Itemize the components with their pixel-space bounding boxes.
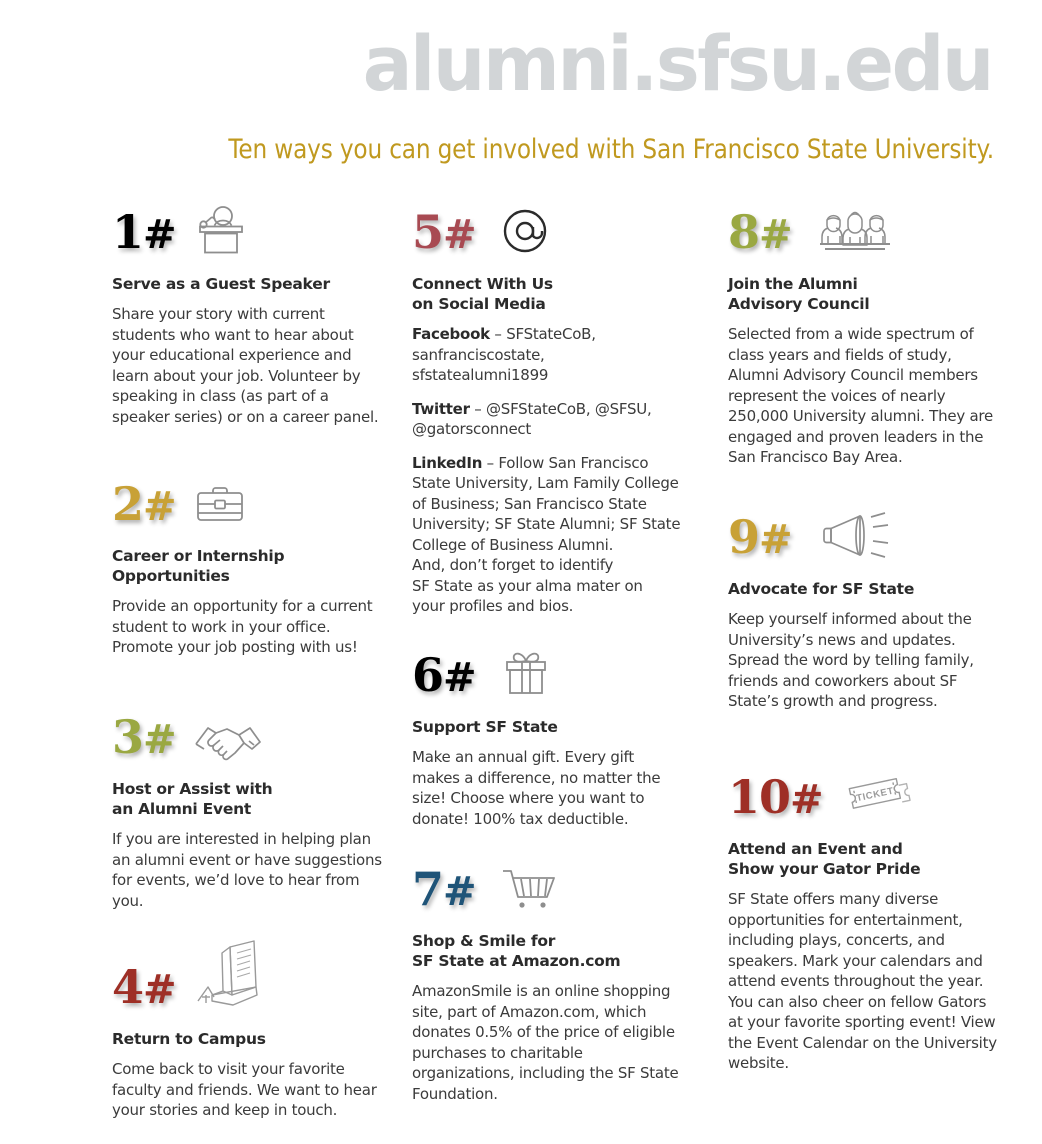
social-network-label: Facebook <box>412 325 490 343</box>
item-6 <box>412 643 684 829</box>
shopping-cart-icon <box>500 867 560 913</box>
svg-text:TICKET: TICKET <box>854 785 895 805</box>
title-line: Join the Alumni <box>728 275 858 293</box>
item-5-head <box>412 200 684 258</box>
item-4 <box>112 955 384 1121</box>
item-5-body <box>412 324 684 617</box>
social-network-label: Twitter <box>412 399 470 418</box>
item-7-body <box>412 981 684 1104</box>
item-9 <box>728 505 1000 712</box>
title-line: Opportunities <box>112 567 230 585</box>
item-3 <box>112 705 384 911</box>
item-10-head <box>728 765 1000 823</box>
item-3-body <box>112 829 384 911</box>
item-6-body <box>412 747 684 829</box>
podium-speaker-icon <box>192 204 248 256</box>
body-paragraph: Share your story with current students who want to hear about your educational experience and learn about your job. Volunteer by speaking in class (as part of a speaker series) or on a career panel. <box>112 305 379 426</box>
column-one <box>112 200 384 1144</box>
social-facebook <box>412 324 684 386</box>
social-dash: – <box>482 453 499 472</box>
item-6-number: 6# <box>412 648 476 702</box>
item-5-title <box>412 274 684 314</box>
item-6-title <box>412 717 684 737</box>
title-line: Attend an Event and <box>728 840 903 858</box>
item-2 <box>112 472 384 658</box>
item-4-number: 4# <box>112 960 176 1014</box>
item-4-body <box>112 1059 384 1121</box>
title-line: SF State at Amazon.com <box>412 952 621 970</box>
items-grid <box>0 200 1042 1144</box>
item-1 <box>112 200 384 427</box>
body-paragraph: Make an annual gift. Every gift makes a difference, no matter the size! Choose where you want to donate! 100% tax deductible. <box>412 748 661 828</box>
closing-line: SF State as your alma mater on <box>412 576 643 595</box>
item-1-number: 1# <box>112 205 176 259</box>
item-9-head <box>728 505 1000 563</box>
title-line: Connect With Us <box>412 275 553 293</box>
gift-box-icon <box>500 647 552 699</box>
item-10 <box>728 765 1000 1074</box>
body-paragraph: Keep yourself informed about the University’s news and updates. Spread the word by telling family, friends and coworkers about SF State’s growth and progress. <box>728 610 974 710</box>
item-1-head <box>112 200 384 258</box>
item-7-head <box>412 857 684 915</box>
item-1-title <box>112 274 384 294</box>
title-line: Serve as a Guest Speaker <box>112 275 330 293</box>
ticket-icon <box>841 771 913 817</box>
item-7-number: 7# <box>412 862 476 916</box>
item-8-body <box>728 324 1000 468</box>
item-7 <box>412 857 684 1104</box>
item-2-number: 2# <box>112 477 176 531</box>
body-paragraph: If you are interested in helping plan an alumni event or have suggestions for events, we’d love to hear from you. <box>112 830 382 910</box>
item-2-body <box>112 596 384 658</box>
item-2-head <box>112 472 384 530</box>
item-5 <box>412 200 684 617</box>
item-8-head <box>728 200 1000 258</box>
closing-line: And, don’t forget to identify <box>412 556 614 574</box>
campus-sign-icon <box>192 939 272 1011</box>
item-6-head <box>412 643 684 701</box>
social-twitter <box>412 399 684 440</box>
title-line: Host or Assist with <box>112 780 273 798</box>
item-2-title <box>112 546 384 586</box>
social-handles: @SFStateCoB, @SFSU, @gatorsconnect <box>412 399 652 438</box>
masthead-title: alumni.sfsu.edu <box>362 19 992 108</box>
page-subtitle: Ten ways you can get involved with San Francisco State University. <box>228 134 994 165</box>
title-line: an Alumni Event <box>112 800 252 818</box>
item-10-number: 10# <box>728 770 823 824</box>
social-dash: – <box>469 399 487 418</box>
title-line: Advocate for SF State <box>728 580 915 598</box>
item-8-number: 8# <box>728 205 792 259</box>
handshake-icon <box>192 715 264 761</box>
item-1-body <box>112 304 384 427</box>
social-dash: – <box>489 325 507 343</box>
column-two <box>412 200 684 1144</box>
people-at-table-icon <box>816 208 894 256</box>
body-paragraph: Come back to visit your favorite faculty and friends. We want to hear your stories and keep in touch. <box>112 1060 377 1119</box>
item-5-number: 5# <box>412 205 476 259</box>
item-8 <box>728 200 1000 468</box>
briefcase-icon <box>192 482 248 528</box>
item-9-title <box>728 579 1000 599</box>
social-linkedin <box>412 453 684 556</box>
body-paragraph: SF State offers many diverse opportunities for entertainment, including plays, concerts, and speakers. Mark your calendars and attend events throughout the year. You can also cheer on fellow Gators at your favorite sporting event! View the Event Calendar on the University website. <box>728 890 997 1072</box>
social-network-label: LinkedIn <box>412 453 483 472</box>
item-3-number: 3# <box>112 710 176 764</box>
item-7-title <box>412 931 684 971</box>
title-line: Support SF State <box>412 718 558 736</box>
body-paragraph: Provide an opportunity for a current student to work in your office. Promote your job posting with us! <box>112 597 373 656</box>
column-three <box>728 200 1000 1144</box>
social-handles: Follow San Francisco State University, Lam Family College of Business; San Francisco State University; SF State Alumni; SF State College of Business Alumni. <box>412 453 681 554</box>
at-symbol-icon <box>500 206 550 256</box>
title-line: Career or Internship <box>112 547 285 565</box>
title-line: Shop & Smile for <box>412 932 556 950</box>
item-4-head <box>112 955 384 1013</box>
megaphone-icon <box>816 511 894 561</box>
item-10-body <box>728 889 1000 1074</box>
item-3-head <box>112 705 384 763</box>
title-line: Advisory Council <box>728 295 870 313</box>
body-paragraph: Selected from a wide spectrum of class years and fields of study, Alumni Advisory Council members represent the voices of nearly 250,000 University alumni. They are engaged and proven leaders in the San Francisco Bay Area. <box>728 325 993 466</box>
body-paragraph: AmazonSmile is an online shopping site, part of Amazon.com, which donates 0.5% of the price of eligible purchases to charitable organizations, including the SF State Foundation. <box>412 982 679 1103</box>
closing-line: your profiles and bios. <box>412 597 574 615</box>
social-handles: SFStateCoB, sanfranciscostate, sfstatealumni1899 <box>412 325 596 384</box>
social-closing <box>412 555 684 617</box>
item-8-title <box>728 274 1000 314</box>
item-9-body <box>728 609 1000 712</box>
item-10-title <box>728 839 1000 879</box>
title-line: Return to Campus <box>112 1030 266 1048</box>
item-4-title <box>112 1029 384 1049</box>
title-line: Show your Gator Pride <box>728 860 921 878</box>
item-3-title <box>112 779 384 819</box>
title-line: on Social Media <box>412 295 546 313</box>
item-9-number: 9# <box>728 510 792 564</box>
